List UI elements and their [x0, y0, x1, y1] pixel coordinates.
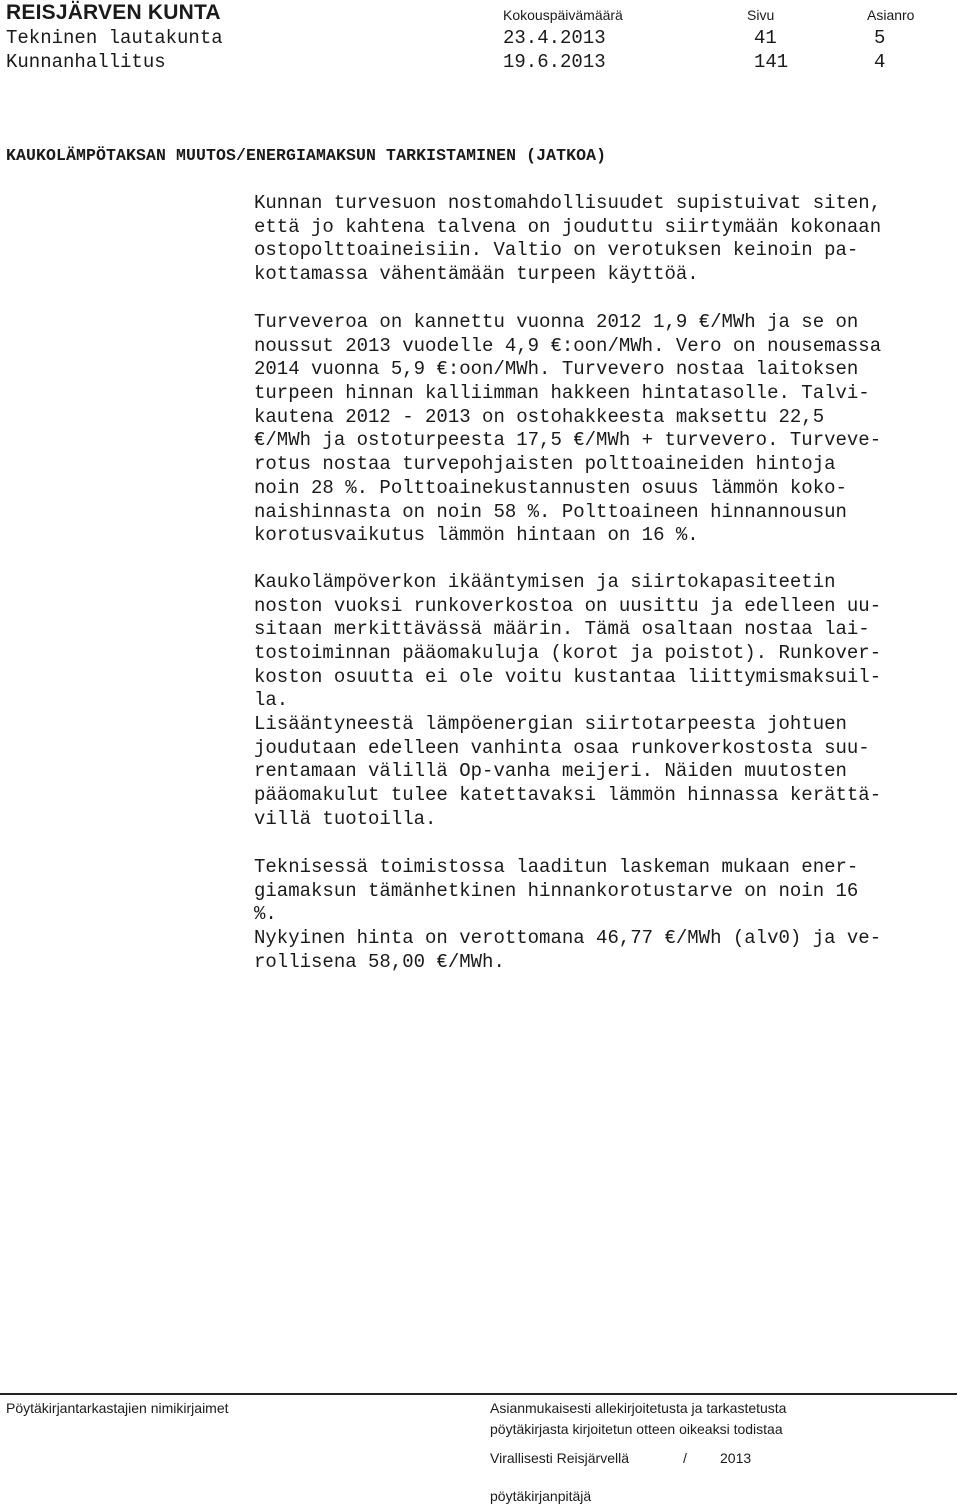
text-line: %.	[254, 903, 277, 926]
text-line: pääomakulut tulee katettavaksi lämmön hinnassa kerättä-	[254, 784, 882, 807]
text-line: €/MWh ja ostoturpeesta 17,5 €/MWh + turvevero. Turveve-	[254, 429, 882, 452]
meeting-row	[6, 27, 886, 51]
case-number: 4	[874, 51, 886, 73]
paragraph	[254, 571, 954, 713]
case-number: 5	[874, 27, 886, 49]
text-line: giamaksun tämänhetkinen hinnankorotustarve on noin 16	[254, 879, 859, 902]
meeting-date: 19.6.2013	[503, 51, 606, 73]
meeting-date: 23.4.2013	[503, 27, 606, 49]
minutes-keeper-label: pöytäkirjanpitäjä	[490, 1488, 592, 1504]
text-line: korotusvaikutus lämmön hintaan on 16 %.	[254, 524, 699, 547]
text-line: joudutaan edelleen vanhinta osaa runkoverkostosta suu-	[254, 736, 870, 759]
text-line: rentamaan välillä Op-vanha meijeri. Näiden muutosten	[254, 760, 847, 783]
text-line: noussut 2013 vuodelle 4,9 €:oon/MWh. Vero on nousemassa	[254, 334, 882, 357]
text-line: että jo kahtena talvena on jouduttu siirtymään kokonaan	[254, 215, 882, 238]
page-number: 41	[754, 27, 777, 49]
section-title: KAUKOLÄMPÖTAKSAN MUUTOS/ENERGIAMAKSUN TARKISTAMINEN (JATKOA)	[6, 146, 607, 165]
meeting-organ: Tekninen lautakunta	[6, 27, 223, 49]
official-place-label: Virallisesti Reisjärvellä	[490, 1450, 630, 1466]
text-line: Kaukolämpöverkon ikääntymisen ja siirtokapasiteetin	[254, 571, 836, 593]
text-line: kautena 2012 - 2013 on ostohakkeesta maksettu 22,5	[254, 405, 825, 428]
footer-divider	[0, 1393, 957, 1395]
text-line: 2014 vuonna 5,9 €:oon/MWh. Turvevero nostaa laitoksen	[254, 358, 859, 381]
text-line: Lisääntyneestä lämpöenergian siirtotarpeesta johtuen	[254, 713, 847, 735]
date-separator: /	[683, 1450, 687, 1466]
meeting-date-label: Kokouspäivämäärä	[503, 7, 623, 23]
text-line: noin 28 %. Polttoainekustannusten osuus lämmön koko-	[254, 476, 847, 499]
text-line: naishinnasta on noin 58 %. Polttoaineen hinnannousun	[254, 500, 847, 523]
meeting-organ: Kunnanhallitus	[6, 51, 166, 73]
text-line: noston vuoksi runkoverkostoa on uusittu ja edelleen uu-	[254, 594, 882, 617]
text-line: Teknisessä toimistossa laaditun laskeman mukaan ener-	[254, 856, 859, 878]
certification-text: pöytäkirjasta kirjoitetun otteen oikeaksi todistaa	[490, 1421, 783, 1437]
official-year: 2013	[720, 1450, 752, 1466]
text-line: Nykyinen hinta on verottomana 46,77 €/MWh (alv0) ja ve-	[254, 927, 882, 949]
paragraph	[254, 192, 954, 287]
meeting-row	[6, 51, 886, 75]
paragraph	[254, 713, 954, 831]
text-line: tostoiminnan pääomakuluja (korot ja poistot). Runkover-	[254, 642, 882, 665]
text-line: turpeen hinnan kalliimman hakkeen hintatasolle. Talvi-	[254, 382, 870, 405]
text-line: villä tuotoilla.	[254, 807, 437, 830]
text-line: koston osuutta ei ole voitu kustantaa liittymismaksuil-	[254, 665, 882, 688]
text-line: kottamassa vähentämään turpeen käyttöä.	[254, 263, 699, 286]
text-line: rotus nostaa turvepohjaisten polttoaineiden hintoja	[254, 453, 836, 476]
organization-name: REISJÄRVEN KUNTA	[6, 1, 221, 24]
paragraph	[254, 927, 954, 974]
text-line: la.	[254, 689, 289, 712]
paragraph	[254, 311, 954, 548]
page-label: Sivu	[747, 7, 775, 23]
page-number: 141	[754, 51, 789, 73]
text-line: Kunnan turvesuon nostomahdollisuudet supistuivat siten,	[254, 192, 882, 214]
certification-text: Asianmukaisesti allekirjoitetusta ja tarkastetusta	[490, 1400, 787, 1416]
case-number-label: Asianro	[867, 7, 915, 23]
text-line: Turveveroa on kannettu vuonna 2012 1,9 €/MWh ja se on	[254, 311, 859, 333]
text-line: rollisena 58,00 €/MWh.	[254, 950, 505, 973]
text-line: sitaan merkittävässä määrin. Tämä osaltaan nostaa lai-	[254, 618, 870, 641]
text-line: ostopolttoaineisiin. Valtio on verotuksen keinoin pa-	[254, 239, 859, 262]
signers-initials-label: Pöytäkirjantarkastajien nimikirjaimet	[6, 1400, 229, 1416]
paragraph	[254, 856, 954, 927]
